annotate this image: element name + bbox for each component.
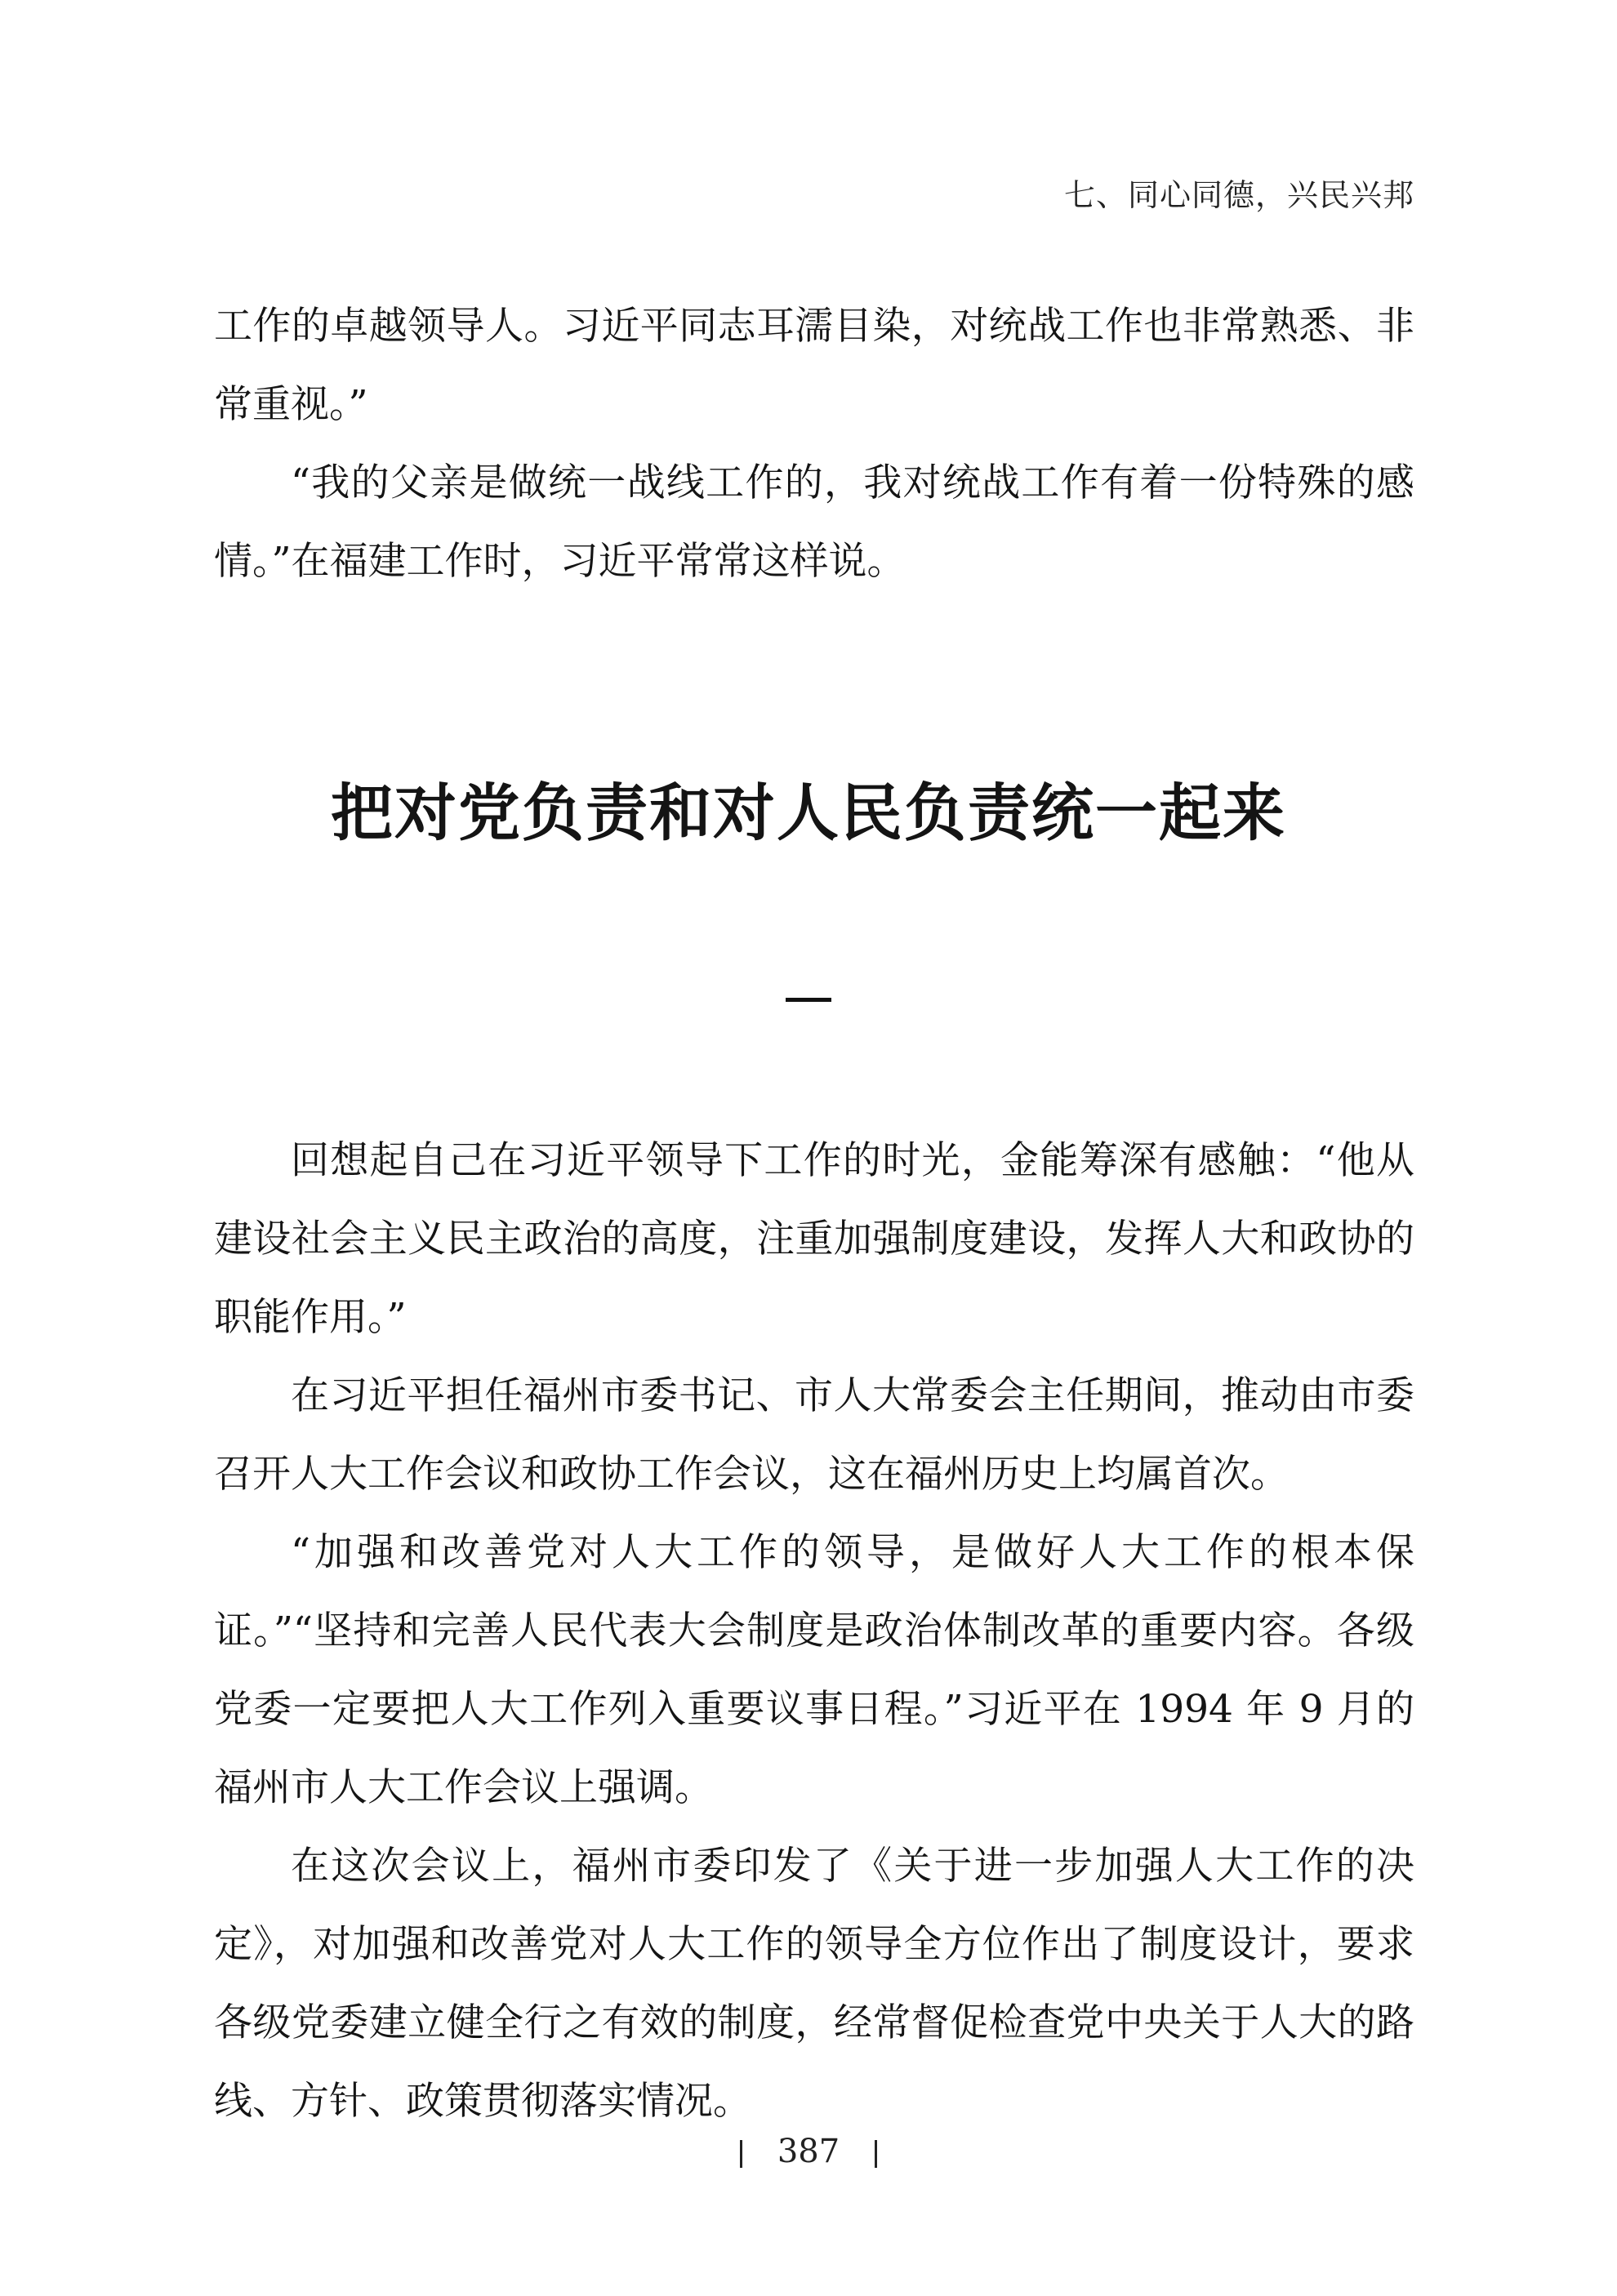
paragraph-continued: 工作的卓越领导人。习近平同志耳濡目染，对统战工作也非常熟悉、非常重视。” (214, 304, 1414, 427)
body-text-block (214, 1122, 1414, 2141)
paragraph: “加强和改善党对人大工作的领导，是做好人大工作的根本保证。”“坚持和完善人民代表大会制度是政治体制改革的重要内容。各级党委一定要把人大工作列入重要议事日程。”习近平在 1994 年 9 月的福州市人大工作会议上强调。 (214, 1530, 1414, 1810)
page-number: 387 (777, 2133, 840, 2170)
folio-bar-left (740, 2140, 742, 2168)
paragraph: 在习近平担任福州市委书记、市人大常委会主任期间，推动由市委召开人大工作会议和政协工作会议，这在福州历史上均属首次。 (214, 1373, 1414, 1497)
section-number (786, 998, 831, 1002)
folio-bar-right (875, 2140, 877, 2168)
page-footer (0, 2133, 1617, 2170)
paragraph: 在这次会议上，福州市委印发了《关于进一步加强人大工作的决定》，对加强和改善党对人大工作的领导全方位作出了制度设计，要求各级党委建立健全行之有效的制度，经常督促检查党中央关于人大的路线、方针、政策贯彻落实情况。 (214, 1844, 1414, 2124)
section-title: 把对党负责和对人民负责统一起来 (331, 776, 1286, 849)
paragraph: “我的父亲是做统一战线工作的，我对统战工作有着一份特殊的感情。”在福建工作时，习近平常常这样说。 (214, 461, 1414, 584)
continued-text-block (214, 287, 1414, 601)
running-header: 七、同心同德，兴民兴邦 (1063, 177, 1414, 213)
paragraph: 回想起自己在习近平领导下工作的时光，金能筹深有感触：“他从建设社会主义民主政治的高度，注重加强制度建设，发挥人大和政协的职能作用。” (214, 1138, 1414, 1340)
